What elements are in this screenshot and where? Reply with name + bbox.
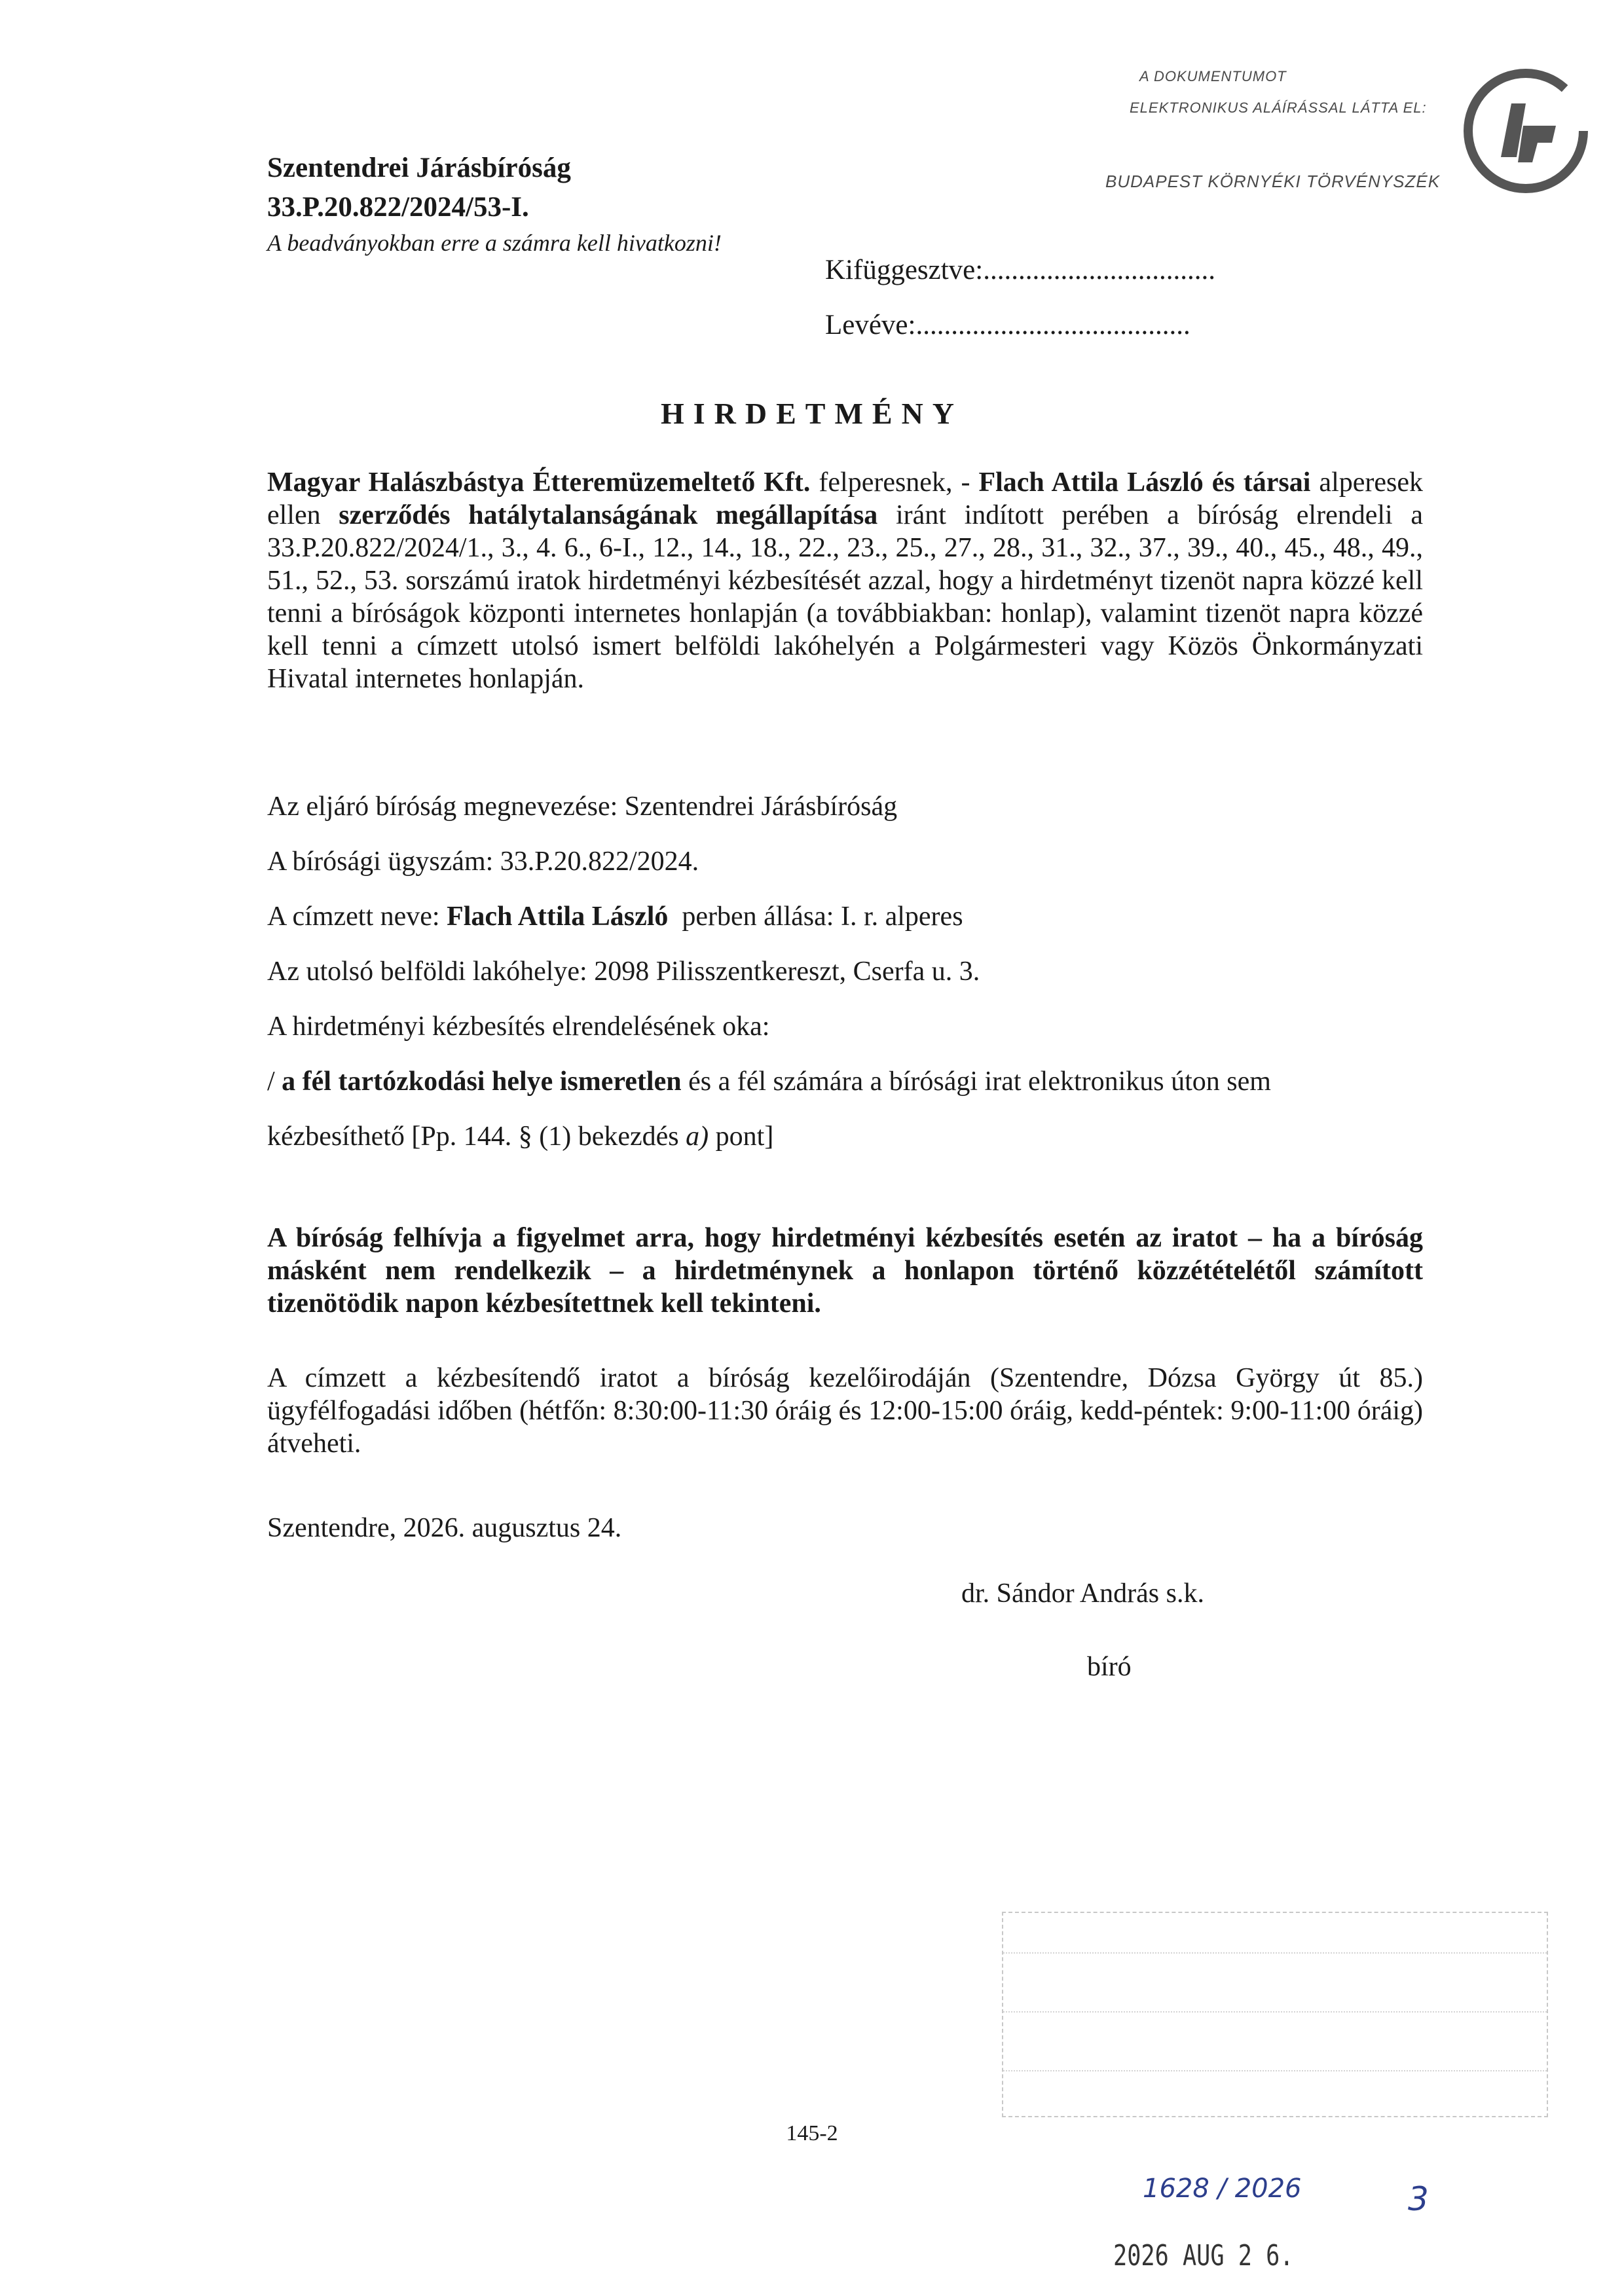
reason-line-2 (267, 1121, 773, 1152)
document-title: HIRDETMÉNY (660, 397, 964, 430)
defendant-name: Flach Attila László és társai (978, 467, 1311, 498)
registration-number: 1628 / 2026 (1143, 2174, 1302, 2204)
stamp-rule (1003, 1952, 1547, 1954)
intro-text-2: alperesek ellen (267, 467, 1423, 530)
recipient-prefix: A címzett neve: (267, 902, 447, 932)
plaintiff-name: Magyar Halászbástya Étteremüzemeltető Kft. (267, 467, 811, 498)
address-line: Az utolsó belföldi lakóhelye: 2098 Pilisszentkereszt, Cserfa u. 3. (267, 957, 980, 987)
intro-paragraph (267, 466, 1423, 695)
received-date: 2026 AUG 2 6. (1113, 2239, 1294, 2272)
posted-field: Kifüggesztve:................................. (825, 255, 1215, 285)
reason-line2-b: pont] (709, 1121, 774, 1152)
recipient-status: perben állása: I. r. alperes (668, 902, 963, 932)
case-line: A bírósági ügyszám: 33.P.20.822/2024. (267, 847, 699, 877)
signer-role: bíró (1087, 1652, 1132, 1682)
case-subject: szerződés hatálytalanságának megállapítása (339, 500, 878, 530)
reason-line2-italic: a) (686, 1121, 709, 1152)
notice-paragraph: A bíróság felhívja a figyelmet arra, hogy hirdetményi kézbesítés esetén az iratot – ha a bíróság másként nem rendelkezik – a hirdetménynek a honlapon történő közzétételétől számított tizenötödik napon kézbesítettnek kell tekinteni. (267, 1223, 1423, 1319)
place-date: Szentendre, 2026. augusztus 24. (267, 1513, 622, 1543)
copies-number: 3 (1408, 2180, 1429, 2218)
recipient-name: Flach Attila László (447, 902, 669, 932)
reason-prefix: / (267, 1066, 282, 1097)
reason-label: A hirdetményi kézbesítés elrendelésének oka: (267, 1011, 770, 1042)
signer-name: dr. Sándor András s.k. (961, 1578, 1204, 1609)
received-stamp-box (1002, 1912, 1548, 2117)
court-name: Szentendrei Járásbíróság (267, 153, 571, 183)
intro-text-3: iránt indított perében a bíróság elrendeli a 33.P.20.822/2024/1., 3., 4. 6., 6-I., 12., 14., 18., 22., 23., 25., 27., 28., 31., 32., 37., 39., 40., 45., 48., 49., 51., 52., 53. sorszámú iratok hirdetményi kézbesítését azzal, hogy a hirdetményt tizenöt napra közzé kell tenni a bíróságok központi internetes honlapján (a továbbiakban: honlap), valamint tizenöt napra közzé kell tenni a címzett utolsó ismert belföldi lakóhelyén a Polgármesteri vagy Közös Önkormányzati Hivatal internetes honlapján. (267, 500, 1423, 694)
pickup-paragraph: A címzett a kézbesítendő iratot a bíróság kezelőirodáján (Szentendre, Dózsa György út 85.) ügyfélfogadási időben (hétfőn: 8:30:00-11:30 óráig és 12:00-15:00 óráig, kedd-péntek: 9:00-11:00 óráig) átveheti. (267, 1363, 1423, 1459)
stamp-rule (1003, 2070, 1547, 2071)
stamp-rule (1003, 2011, 1547, 2013)
reason-rest: és a fél számára a bírósági irat elektronikus úton sem (681, 1066, 1271, 1097)
reason-bold: a fél tartózkodási helye ismeretlen (282, 1066, 682, 1097)
case-number: 33.P.20.822/2024/53-I. (267, 192, 529, 223)
intro-text-1: felperesnek, - (810, 467, 979, 498)
stamp-line-3: BUDAPEST KÖRNYÉKI TÖRVÉNYSZÉK (1105, 172, 1441, 191)
court-line: Az eljáró bíróság megnevezése: Szentendrei Járásbíróság (267, 792, 898, 822)
reference-hint: A beadványokban erre a számra kell hivatkozni! (267, 230, 722, 256)
recipient-line (267, 901, 963, 932)
stamp-line-2: ELEKTRONIKUS ALÁÍRÁSSAL LÁTTA EL: (1130, 100, 1427, 116)
reason-line (267, 1066, 1271, 1097)
stamp-line-1: A DOKUMENTUMOT (1139, 68, 1287, 84)
court-logo-icon (1460, 65, 1591, 196)
reason-line2-a: kézbesíthető [Pp. 144. § (1) bekezdés (267, 1121, 686, 1152)
page-number: 145-2 (786, 2121, 838, 2145)
removed-field: Levéve:....................................... (825, 310, 1190, 340)
